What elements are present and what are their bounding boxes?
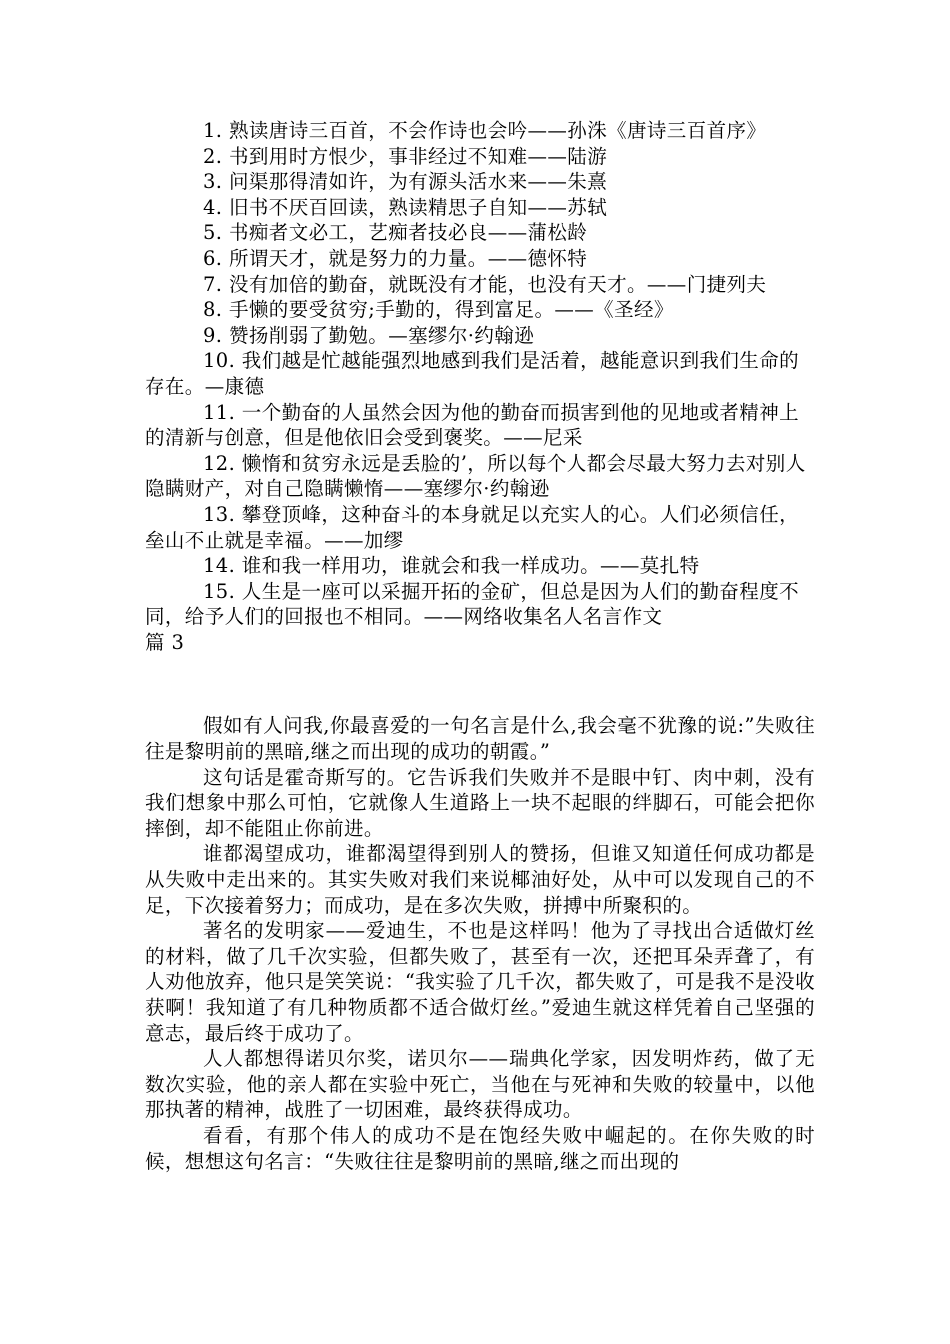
quote-item: 11. 一个勤奋的人虽然会因为他的勤奋而损害到他的见地或者精神上的清新与创意，但是他依旧会受到褒奖。——尼采 <box>145 400 800 450</box>
quote-item: 15. 人生是一座可以采掘开拓的金矿，但总是因为人们的勤奋程度不同，给予人们的回报也不相同。——网络收集名人名言作文 <box>145 579 800 629</box>
section-heading: 篇 3 <box>145 630 185 654</box>
document-page <box>145 118 815 1174</box>
quote-item: 10. 我们越是忙越能强烈地感到我们是活着，越能意识到我们生命的存在。—康德 <box>145 349 800 398</box>
quote-item: 4. 旧书不厌百回读，熟读精思子自知——苏轼 <box>203 195 608 219</box>
quote-item: 7. 没有加倍的勤奋，就既没有才能，也没有天才。——门捷列夫 <box>203 272 767 296</box>
quote-item: 14. 谁和我一样用功，谁就会和我一样成功。——莫扎特 <box>203 554 700 578</box>
essay-paragraph: 谁都渴望成功，谁都渴望得到别人的赞扬，但谁又知道任何成功都是从失败中走出来的。其实失败对我们来说椰油好处，从中可以发现自己的不足，下次接着努力；而成功，是在多次失败，拼搏中所聚积的。 <box>145 842 815 917</box>
quote-item: 6. 所谓天才，就是努力的力量。——德怀特 <box>203 246 588 270</box>
quote-item: 13. 攀登顶峰，这种奋斗的本身就足以充实人的心。人们必须信任，垒山不止就是幸福。——加缪 <box>145 502 800 552</box>
quote-item: 12. 懒惰和贫穷永远是丢脸的’，所以每个人都会尽最大努力去对别人隐瞒财产，对自己隐瞒懒惰——塞缪尔·约翰逊 <box>145 451 806 501</box>
essay-paragraph: 看看，有那个伟人的成功不是在饱经失败中崛起的。在你失败的时候，想想这句名言：“失败往往是黎明前的黑暗,继之而出现的 <box>145 1123 815 1173</box>
quote-item: 5. 书痴者文必工，艺痴者技必良——蒲松龄 <box>203 221 588 245</box>
essay-body <box>145 713 815 1174</box>
quote-item: 1. 熟读唐诗三百首，不会作诗也会吟——孙洙《唐诗三百首序》 <box>203 119 767 142</box>
quote-item: 2. 书到用时方恨少，事非经过不知难——陆游 <box>203 144 608 168</box>
essay-paragraph: 人人都想得诺贝尔奖，诺贝尔——瑞典化学家，因发明炸药，做了无数次实验，他的亲人都在实验中死亡，当他在与死神和失败的较量中，以他那执著的精神，战胜了一切困难，最终获得成功。 <box>145 1047 815 1122</box>
quote-item: 9. 赞扬削弱了勤勉。—塞缪尔·约翰逊 <box>203 323 535 347</box>
essay-paragraph: 著名的发明家——爱迪生，不也是这样吗！他为了寻找出合适做灯丝的材料，做了几千次实验，但都失败了，甚至有一次，还把耳朵弄聋了，有人劝他放弃，他只是笑笑说：“我实验了几千次，都失败了，可是我不是没收获啊！我知道了有几种物质都不适合做灯丝。”爱迪生就这样凭着自己坚强的意志，最后终于成功了。 <box>145 919 815 1045</box>
section-gap <box>145 655 815 713</box>
essay-paragraph: 假如有人问我,你最喜爱的一句名言是什么,我会毫不犹豫的说:”失败往往是黎明前的黑暗,继之而出现的成功的朝霞。” <box>145 714 815 764</box>
essay-paragraph: 这句话是霍奇斯写的。它告诉我们失败并不是眼中钉、肉中刺，没有我们想象中那么可怕，它就像人生道路上一块不起眼的绊脚石，可能会把你摔倒，却不能阻止你前进。 <box>145 765 815 840</box>
quote-item: 8. 手懒的要受贫穷;手勤的，得到富足。——《圣经》 <box>203 298 674 322</box>
quote-list <box>145 118 815 630</box>
quote-item: 3. 问渠那得清如许，为有源头活水来——朱熹 <box>203 170 608 194</box>
